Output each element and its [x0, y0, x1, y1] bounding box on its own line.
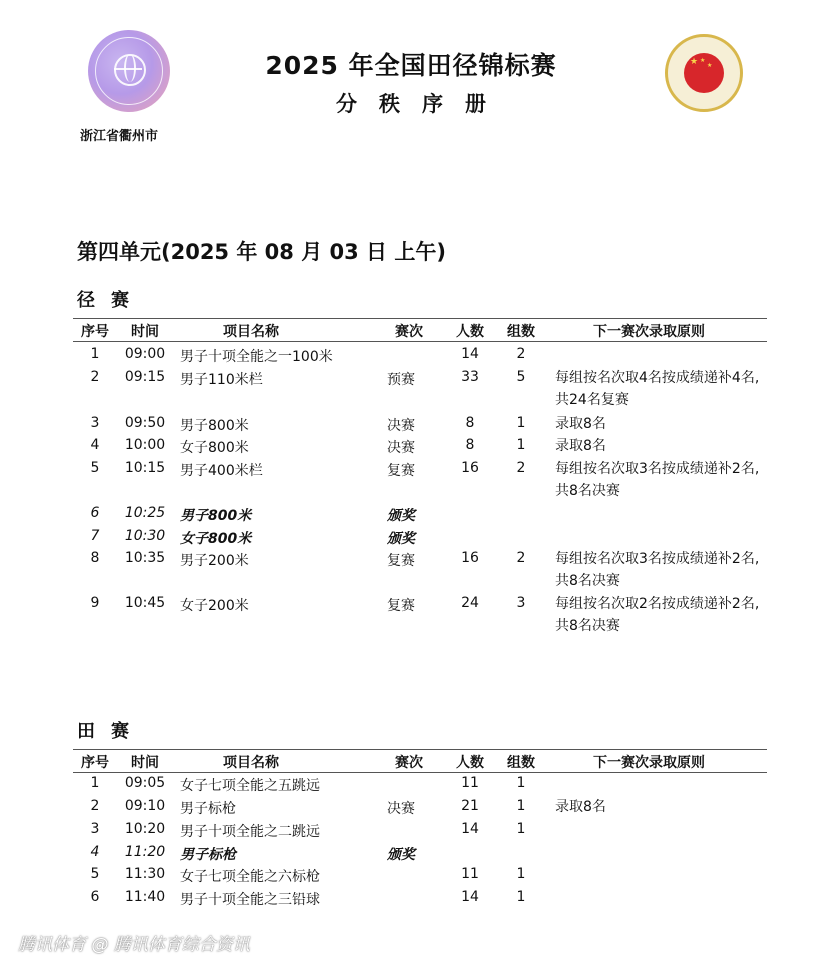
row-round: 复赛	[387, 553, 415, 569]
row-time: 10:25	[124, 505, 166, 521]
row-event: 男子十项全能之一100米	[180, 349, 333, 365]
row-no: 1	[90, 346, 100, 362]
watermark: 腾讯体育 @ 腾讯体育综合资讯	[18, 935, 250, 955]
row-no: 3	[90, 821, 100, 837]
row-time: 09:05	[124, 775, 166, 791]
row-groups: 2	[516, 460, 526, 476]
row-athletes: 11	[461, 775, 479, 791]
row-event: 男子800米	[180, 508, 252, 524]
row-event: 女子七项全能之五跳远	[180, 778, 320, 794]
row-round: 颁奖	[387, 508, 415, 524]
table-row-award	[73, 503, 767, 525]
row-groups: 1	[516, 889, 526, 905]
row-time: 11:40	[124, 889, 166, 905]
row-round: 决赛	[387, 418, 415, 434]
col-round: 赛次	[395, 324, 423, 340]
row-rule: 每组按名次取3名按成绩递补2名,共8名决赛	[555, 461, 760, 499]
row-event: 男子标枪	[180, 801, 236, 817]
table-row-award	[73, 526, 767, 548]
table-row	[73, 887, 767, 909]
row-athletes: 16	[461, 460, 479, 476]
table-row	[73, 593, 767, 634]
col-round: 赛次	[395, 755, 423, 771]
table-row	[73, 548, 767, 589]
row-groups: 1	[516, 866, 526, 882]
table-row	[73, 864, 767, 886]
row-rule: 每组按名次取3名按成绩递补2名,共8名决赛	[555, 551, 760, 589]
row-round: 复赛	[387, 463, 415, 479]
col-rule: 下一赛次录取原则	[593, 755, 705, 771]
page-title: 2025 年全国田径锦标赛	[265, 51, 557, 80]
table-row	[73, 796, 767, 818]
row-time: 10:35	[124, 550, 166, 566]
table-row	[73, 435, 767, 457]
track-schedule-table	[73, 318, 767, 634]
row-time: 09:15	[124, 369, 166, 385]
row-no: 2	[90, 369, 100, 385]
row-time: 10:45	[124, 595, 166, 611]
row-no: 3	[90, 415, 100, 431]
row-groups: 1	[516, 415, 526, 431]
row-event: 男子200米	[180, 553, 249, 569]
col-no: 序号	[81, 324, 109, 340]
row-event: 女子800米	[180, 440, 249, 456]
table-row	[73, 458, 767, 499]
row-event: 男子标枪	[180, 847, 236, 863]
row-athletes: 14	[461, 821, 479, 837]
row-time: 11:30	[124, 866, 166, 882]
row-no: 2	[90, 798, 100, 814]
table-row	[73, 367, 767, 408]
table-row	[73, 413, 767, 435]
row-no: 6	[90, 889, 100, 905]
row-athletes: 21	[461, 798, 479, 814]
row-athletes: 11	[461, 866, 479, 882]
row-athletes: 24	[461, 595, 479, 611]
row-no: 6	[90, 505, 100, 521]
table-row-award	[73, 842, 767, 864]
row-round: 复赛	[387, 598, 415, 614]
row-time: 11:20	[124, 844, 166, 860]
col-event: 项目名称	[223, 324, 279, 340]
row-event: 女子七项全能之六标枪	[180, 869, 320, 885]
emblem-center: ★ ★ ★	[684, 53, 724, 93]
row-time: 10:15	[124, 460, 166, 476]
row-time: 09:50	[124, 415, 166, 431]
row-groups: 1	[516, 775, 526, 791]
row-no: 8	[90, 550, 100, 566]
row-event: 女子200米	[180, 598, 249, 614]
row-event: 男子十项全能之二跳远	[180, 824, 320, 840]
row-groups: 1	[516, 821, 526, 837]
row-groups: 3	[516, 595, 526, 611]
col-no: 序号	[81, 755, 109, 771]
row-athletes: 8	[465, 415, 475, 431]
row-groups: 1	[516, 437, 526, 453]
row-groups: 2	[516, 550, 526, 566]
row-time: 10:30	[124, 528, 166, 544]
track-section-title: 径赛	[77, 290, 145, 311]
table-header	[73, 318, 767, 342]
row-athletes: 33	[461, 369, 479, 385]
row-round: 预赛	[387, 372, 415, 388]
row-round: 决赛	[387, 801, 415, 817]
page-subtitle: 分秩序册	[336, 92, 508, 116]
row-event: 男子110米栏	[180, 372, 263, 388]
row-no: 7	[90, 528, 100, 544]
row-rule: 录取8名	[555, 416, 606, 432]
row-round: 决赛	[387, 440, 415, 456]
row-time: 09:00	[124, 346, 166, 362]
col-athletes: 人数	[456, 755, 484, 771]
row-no: 9	[90, 595, 100, 611]
row-groups: 1	[516, 798, 526, 814]
table-row	[73, 773, 767, 795]
location-label: 浙江省衢州市	[80, 129, 159, 144]
row-rule: 录取8名	[555, 438, 606, 454]
field-section-title: 田赛	[77, 721, 145, 742]
row-event: 女子800米	[180, 531, 252, 547]
row-athletes: 16	[461, 550, 479, 566]
table-row	[73, 344, 767, 366]
table-row	[73, 819, 767, 841]
row-round: 颁奖	[387, 531, 415, 547]
session-title: 第四单元(2025 年 08 月 03 日 上午)	[77, 240, 446, 264]
col-groups: 组数	[507, 324, 535, 340]
field-schedule-table	[73, 749, 767, 908]
row-time: 09:10	[124, 798, 166, 814]
col-rule: 下一赛次录取原则	[593, 324, 705, 340]
row-athletes: 14	[461, 889, 479, 905]
row-no: 1	[90, 775, 100, 791]
row-rule: 每组按名次取2名按成绩递补2名,共8名决赛	[555, 596, 760, 634]
row-time: 10:20	[124, 821, 166, 837]
row-groups: 5	[516, 369, 526, 385]
row-no: 5	[90, 866, 100, 882]
row-athletes: 8	[465, 437, 475, 453]
row-event: 男子800米	[180, 418, 249, 434]
table-header	[73, 749, 767, 773]
row-no: 5	[90, 460, 100, 476]
row-rule: 每组按名次取4名按成绩递补4名,共24名复赛	[555, 370, 760, 408]
col-event: 项目名称	[223, 755, 279, 771]
row-no: 4	[90, 437, 100, 453]
row-event: 男子十项全能之三铅球	[180, 892, 320, 908]
row-athletes: 14	[461, 346, 479, 362]
row-event: 男子400米栏	[180, 463, 263, 479]
col-athletes: 人数	[456, 324, 484, 340]
row-no: 4	[90, 844, 100, 860]
row-round: 颁奖	[387, 847, 415, 863]
row-time: 10:00	[124, 437, 166, 453]
row-rule: 录取8名	[555, 799, 606, 815]
col-groups: 组数	[507, 755, 535, 771]
col-time: 时间	[131, 324, 159, 340]
row-groups: 2	[516, 346, 526, 362]
col-time: 时间	[131, 755, 159, 771]
